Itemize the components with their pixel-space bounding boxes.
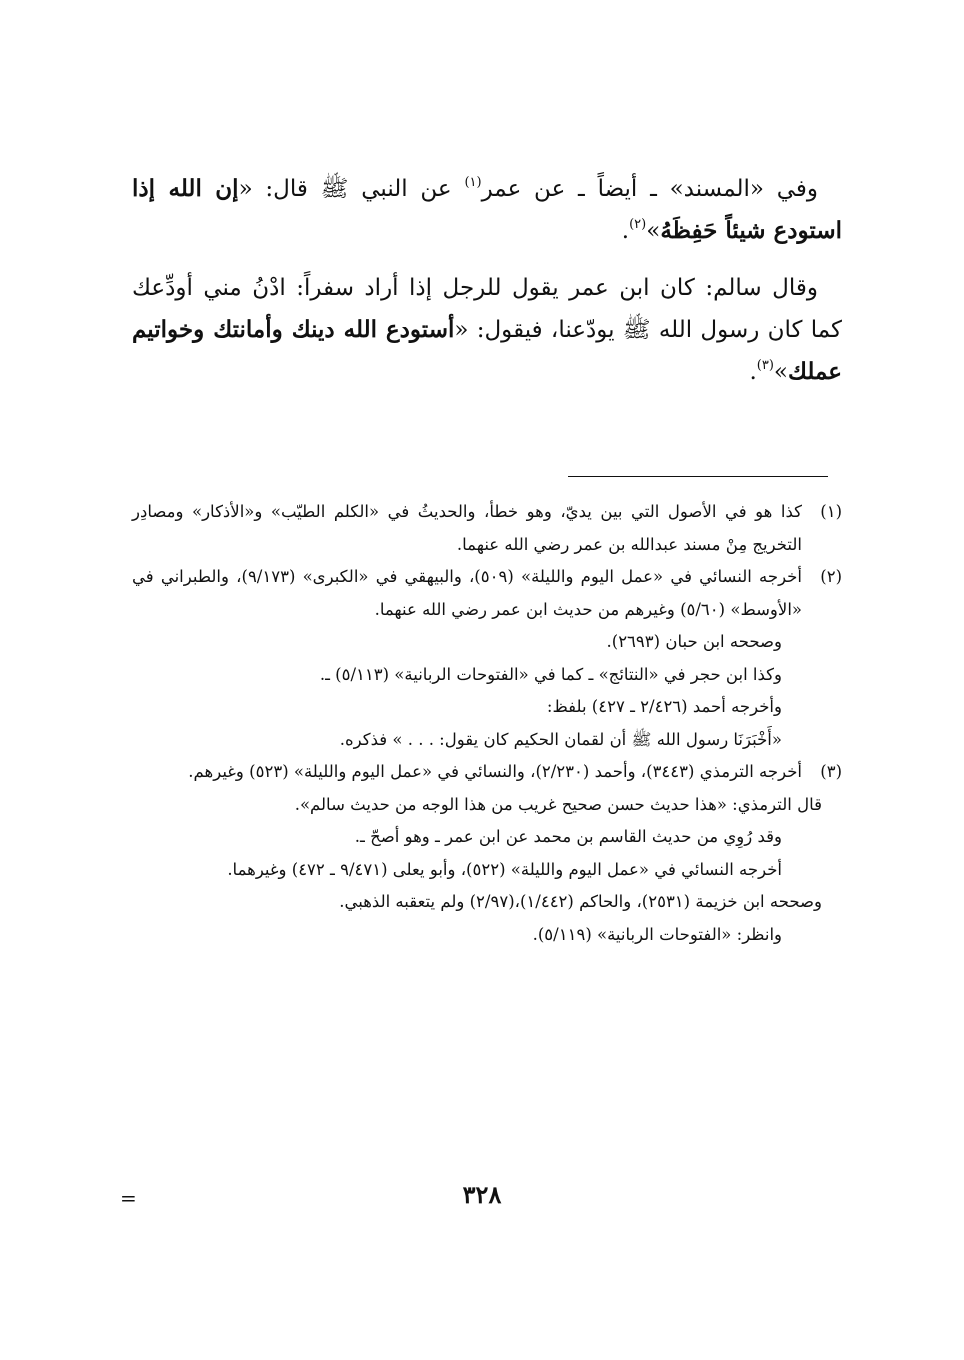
text-run: »	[646, 218, 661, 244]
text-run: عن النبي ﷺ قال: «	[238, 176, 465, 202]
main-text	[132, 168, 842, 409]
hadith-quote: إن الله إذا استودع شيئاً حَفِظَهُ	[132, 175, 842, 244]
footnote-ref-3: (٣)	[756, 358, 774, 373]
paragraph-2	[132, 268, 842, 393]
footnote-3	[132, 756, 842, 951]
footnote-line: أخرجه النسائي في «عمل اليوم والليلة» (٥٠٩)، والبيهقي في «الكبرى» (٩/١٧٣)، والطبراني في «الأوسط» (٥/٦٠) وغيرهم من حديث ابن عمر رضي الله عنهما.	[132, 567, 802, 619]
footnote-ref-2: (٢)	[629, 217, 647, 232]
footnote-ref-1: (١)	[464, 175, 482, 190]
footnote-line: وقد رُوِي من حديث القاسم بن محمد عن ابن عمر ـ وهو أصحّ ـ.	[354, 827, 782, 846]
footnote-separator	[568, 476, 828, 477]
footnote-line: «أَخْبَرَنَا رسول الله ﷺ أن لقمان الحكيم كان يقول: . . . » فذكره.	[339, 729, 782, 749]
text-run: .	[621, 218, 630, 244]
footnote-line: أخرجه النسائي في «عمل اليوم والليلة» (٥٢٢)، وأبو يعلى (٩/٤٧١ ـ ٤٧٢) وغيرهما.	[227, 859, 782, 879]
paragraph-1	[132, 168, 842, 252]
footnote-number: (١)	[820, 502, 842, 521]
footnote-body	[132, 561, 802, 756]
edge-mark: =	[120, 1186, 137, 1210]
page-number: ٣٢٨	[462, 1180, 502, 1209]
footnote-body	[132, 756, 822, 951]
footnote-line: قال الترمذي: «هذا حديث حسن صحيح غريب من هذا الوجه من حديث سالم».	[294, 794, 822, 814]
hadith-quote: أستودع الله دينك وأمانتك وخواتيم عملك	[132, 316, 842, 385]
text-run: »	[773, 359, 788, 385]
footnotes	[132, 496, 842, 951]
footnote-line: وأخرجه أحمد (٢/٤٢٦ ـ ٤٢٧) بلفظ:	[546, 697, 782, 716]
footnote-2	[132, 561, 842, 756]
text-run: وقال سالم: كان ابن عمر يقول للرجل إذا أراد سفراً: ادْنُ مني أودِّعك كما كان رسول الله ﷺ يودّعنا، فيقول: «	[132, 275, 843, 343]
footnote-line: وكذا ابن حجر في «النتائج» ـ كما في «الفتوحات الربانية» (٥/١١٣) ـ.	[319, 664, 782, 684]
footnote-line: وانظر: «الفتوحات الربانية» (٥/١١٩).	[532, 924, 782, 944]
text-run: .	[749, 359, 757, 385]
footnote-line: وصححه ابن خزيمة (٢٥٣١)، والحاكم (١/٤٤٢)،(٢/٩٧) ولم يتعقبه الذهبي.	[339, 892, 822, 911]
footnote-number: (٢)	[820, 567, 842, 586]
footnote-line: أخرجه الترمذي (٣٤٤٣)، وأحمد (٢/٢٣٠)، والنسائي في «عمل اليوم والليلة» (٥٢٣) وغيرهم.	[188, 762, 802, 781]
text-run: وفي «المسند» ـ أيضاً ـ عن عمر	[481, 176, 818, 202]
footnote-body	[132, 496, 802, 561]
footnote-line: كذا هو في الأصول التي بين يديّ، وهو خطأ، والحديثُ في «الكلم الطيّب» و«الأذكار» ومصادِر التخريج مِنْ مسند عبدالله بن عمر رضي الله عنهما.	[132, 502, 802, 554]
footnote-number: (٣)	[820, 762, 842, 781]
footnote-1	[132, 496, 842, 561]
footnote-line: وصححه ابن حبان (٢٦٩٣).	[606, 632, 782, 651]
